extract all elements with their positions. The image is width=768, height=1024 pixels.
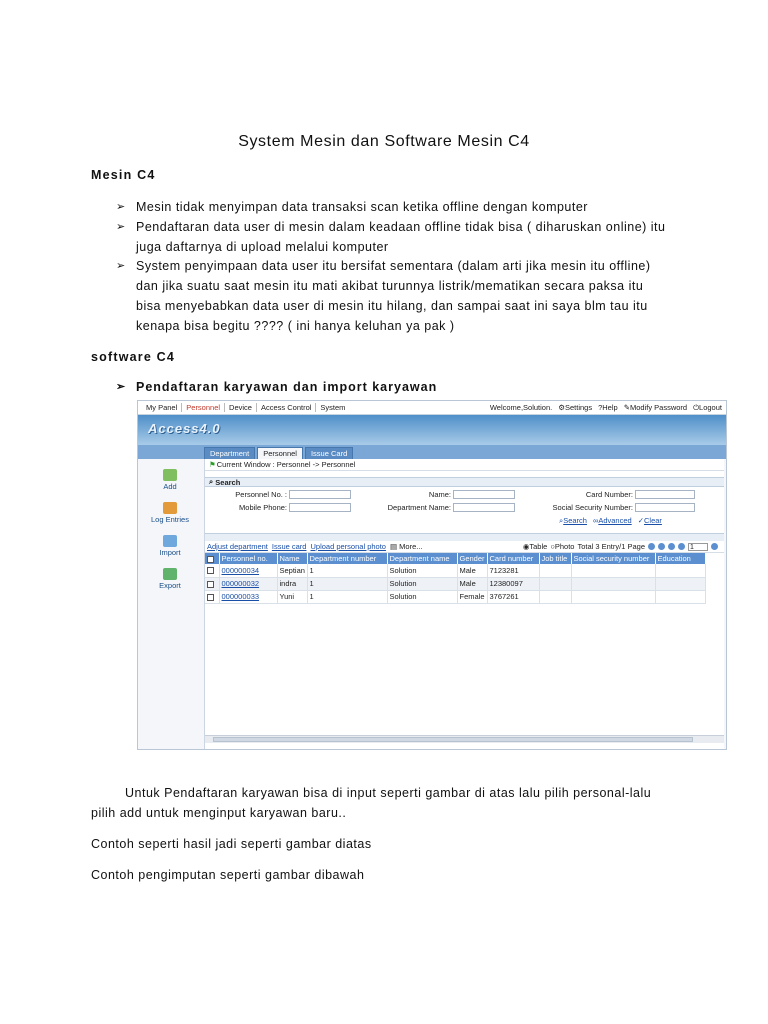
- list-item: ➢ Pendaftaran data user di mesin dalam keadaan offline tidak bisa ( diharuskan online) itu: [116, 218, 696, 238]
- binoculars-icon: ∞: [592, 516, 599, 525]
- list-item: ➢ System penyimpaan data user itu bersifat sementara (dalam arti jika mesin itu offline): [116, 257, 696, 277]
- column-header[interactable]: Social security number: [571, 553, 655, 564]
- clear-button[interactable]: ✓Clear: [637, 516, 662, 525]
- mobile-phone-input[interactable]: [289, 503, 351, 512]
- arrow-bullet-icon: ➢: [116, 381, 127, 393]
- go-page-icon[interactable]: [711, 543, 718, 550]
- search-panel-header: ⌕ Search: [205, 477, 724, 487]
- card-number-input[interactable]: [635, 490, 695, 499]
- view-photo-radio[interactable]: ○Photo: [550, 542, 575, 551]
- department-name-label: Department Name:: [387, 503, 451, 512]
- table-row[interactable]: 000000034 Septian 1 Solution Male 7123281: [205, 564, 705, 577]
- row-checkbox[interactable]: [205, 564, 219, 577]
- more-menu[interactable]: ▤ More...: [389, 542, 423, 551]
- more-icon: ▤: [389, 542, 398, 551]
- table-row[interactable]: 000000032 indra 1 Solution Male 12380097: [205, 577, 705, 590]
- gear-icon: ⚙: [558, 402, 565, 412]
- key-icon: ✎: [623, 402, 630, 412]
- table-header-row: [205, 553, 705, 564]
- view-table-radio[interactable]: ◉Table: [522, 542, 548, 551]
- personnel-no-label: Personnel No. :: [235, 490, 287, 499]
- list-item-continuation: dan jika suatu saat mesin itu mati akibat turunnya listrik/mematikan secara paksa itu: [136, 279, 644, 294]
- flag-icon: ⚑: [209, 460, 216, 469]
- sidebar-item-log-entries[interactable]: Log Entries: [138, 502, 202, 524]
- column-header[interactable]: Education: [655, 553, 705, 564]
- column-header[interactable]: Personnel no.: [219, 553, 277, 564]
- search-form: [205, 487, 724, 527]
- list-item: ➢ Mesin tidak menyimpan data transaksi scan ketika offline dengan komputer: [116, 198, 696, 218]
- app-banner: [138, 415, 726, 445]
- search-icon: ⌕: [559, 516, 564, 525]
- section-heading-mesin: Mesin C4: [91, 168, 156, 182]
- app-logo: Access4.0: [148, 421, 221, 436]
- document-title: System Mesin dan Software Mesin C4: [238, 133, 530, 150]
- horizontal-scrollbar[interactable]: [205, 735, 724, 743]
- column-header[interactable]: Job title: [539, 553, 571, 564]
- add-icon: [163, 469, 177, 481]
- arrow-bullet-icon: ➢: [116, 220, 126, 233]
- issue-card-link[interactable]: Issue card: [271, 542, 307, 551]
- upload-photo-link[interactable]: Upload personal photo: [310, 542, 386, 551]
- menubar-right: [490, 403, 726, 413]
- tab-department[interactable]: Department: [204, 447, 255, 459]
- row-checkbox[interactable]: [205, 590, 219, 603]
- menu-system[interactable]: System: [320, 403, 346, 412]
- search-icon: ⌕: [209, 477, 214, 486]
- sidebar-item-add[interactable]: Add: [138, 469, 202, 491]
- advanced-button[interactable]: ∞Advanced: [592, 516, 632, 525]
- select-all-checkbox[interactable]: [205, 553, 219, 564]
- tab-personnel[interactable]: Personnel: [257, 447, 303, 459]
- social-security-input[interactable]: [635, 503, 695, 512]
- personnel-no-link[interactable]: 000000032: [219, 577, 277, 590]
- log-icon: [163, 502, 177, 514]
- social-security-label: Social Security Number:: [552, 503, 633, 512]
- column-header[interactable]: Department name: [387, 553, 457, 564]
- app-sidebar: [138, 459, 202, 749]
- paragraph-pendaftaran-cont: pilih add untuk menginput karyawan baru..: [91, 806, 347, 820]
- arrow-bullet-icon: ➢: [116, 201, 126, 213]
- export-icon: [163, 568, 177, 580]
- personnel-no-link[interactable]: 000000034: [219, 564, 277, 577]
- menu-my-panel[interactable]: My Panel: [142, 403, 182, 412]
- adjust-department-link[interactable]: Adjust department: [207, 542, 268, 551]
- app-tabs: [138, 445, 726, 459]
- paragraph-pendaftaran: Untuk Pendaftaran karyawan bisa di input seperti gambar di atas lalu pilih personal-lalu: [125, 786, 652, 800]
- tab-issue-card[interactable]: Issue Card: [305, 447, 353, 459]
- last-page-icon[interactable]: [678, 543, 685, 550]
- column-header[interactable]: Card number: [487, 553, 539, 564]
- pager-summary: Total 3 Entry/1 Page: [577, 542, 645, 551]
- logout-icon: ⏻: [693, 402, 700, 412]
- sidebar-item-import[interactable]: Import: [138, 535, 202, 557]
- list-item-continuation: kenapa bisa begitu ???? ( ini hanya keluhan ya pak ): [136, 318, 455, 333]
- table-row[interactable]: 000000033 Yuni 1 Solution Female 3767261: [205, 590, 705, 603]
- help-icon: ?: [598, 402, 603, 412]
- search-links: [559, 516, 662, 526]
- department-name-input[interactable]: [453, 503, 515, 512]
- welcome-text: Welcome,Solution.: [489, 402, 553, 412]
- help-link[interactable]: ?Help: [598, 402, 618, 412]
- next-page-icon[interactable]: [668, 543, 675, 550]
- menu-access-control[interactable]: Access Control: [257, 403, 316, 412]
- page-number-input[interactable]: 1: [688, 543, 708, 551]
- column-header[interactable]: Name: [277, 553, 307, 564]
- name-input[interactable]: [453, 490, 515, 499]
- import-icon: [163, 535, 177, 547]
- personnel-table: [205, 553, 706, 604]
- personnel-no-link[interactable]: 000000033: [219, 590, 277, 603]
- list-item-continuation: juga daftarnya di upload melalui komputer: [136, 239, 389, 254]
- paragraph-contoh-input: Contoh pengimputan seperti gambar dibawah: [91, 868, 365, 882]
- app-menubar: [138, 401, 726, 415]
- settings-link[interactable]: ⚙Settings: [558, 402, 593, 412]
- card-number-label: Card Number:: [585, 490, 633, 499]
- personnel-no-input[interactable]: [289, 490, 351, 499]
- row-checkbox[interactable]: [205, 577, 219, 590]
- column-header[interactable]: Department number: [307, 553, 387, 564]
- list-panel-header: [205, 533, 724, 541]
- list-item-continuation: bisa menyebabkan data user di mesin itu hilang, dan sampai saat ini saya blm tau itu: [136, 298, 648, 313]
- bullet-list: [116, 198, 696, 337]
- app-main: [204, 459, 724, 749]
- menu-device[interactable]: Device: [225, 403, 257, 412]
- app-screenshot: [137, 400, 727, 750]
- menu-personnel[interactable]: Personnel: [182, 403, 225, 412]
- column-header[interactable]: Gender: [457, 553, 487, 564]
- prev-page-icon[interactable]: [658, 543, 665, 550]
- breadcrumb: ⚑ Current Window : Personnel -> Personnel: [205, 459, 724, 471]
- section-heading-software: software C4: [91, 350, 176, 364]
- name-label: Name:: [428, 490, 451, 499]
- scrollbar-thumb[interactable]: [213, 737, 693, 742]
- bullet-pendaftaran: ➢ Pendaftaran karyawan dan import karyawan: [116, 380, 438, 394]
- mobile-phone-label: Mobile Phone:: [239, 503, 287, 512]
- broom-icon: ✓: [637, 516, 644, 525]
- pager: [523, 542, 724, 551]
- paragraph-contoh-hasil: Contoh seperti hasil jadi seperti gambar diatas: [91, 837, 372, 851]
- first-page-icon[interactable]: [648, 543, 655, 550]
- arrow-bullet-icon: ➢: [116, 260, 126, 273]
- list-toolbar: [205, 541, 724, 553]
- modify-password-link[interactable]: ✎Modify Password: [623, 402, 688, 412]
- search-button[interactable]: ⌕Search: [559, 516, 587, 525]
- logout-link[interactable]: ⏻Logout: [693, 402, 722, 412]
- sidebar-item-export[interactable]: Export: [138, 568, 202, 590]
